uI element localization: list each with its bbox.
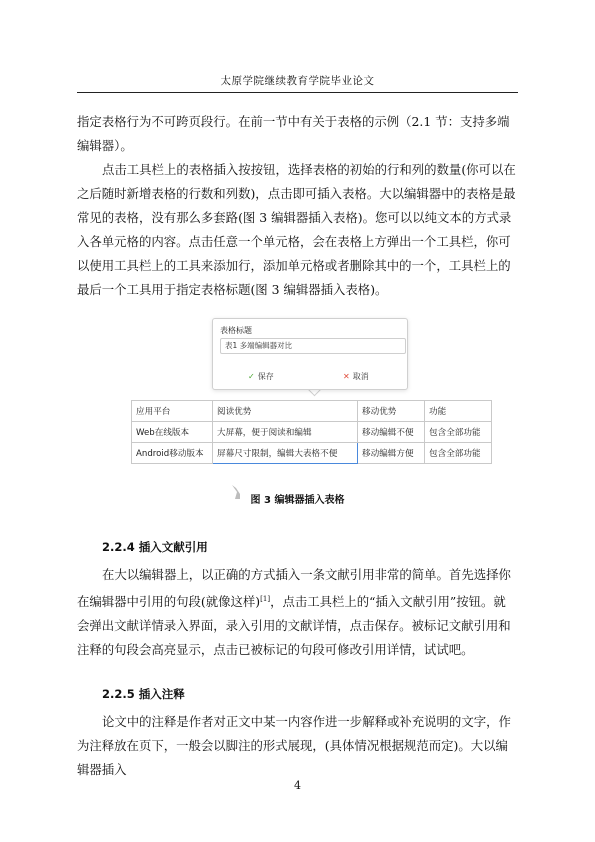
popup-label: 表格标题 [220, 326, 252, 335]
paragraph-insert-annotation: 论文中的注释是作者对正文中某一内容作进一步解释或补充说明的文字，作为注释放在页下，一般会以脚注的形式展现，(具体情况根据规范而定)。大以编辑器插入 [77, 714, 511, 777]
paragraph-insert-citation [77, 563, 518, 662]
check-icon: ✓ [248, 372, 255, 381]
paragraph-insert-table: 点击工具栏上的表格插入按按钮，选择表格的初始的行和列的数量(你可以在之后随时新增表格的行数和列数)，点击即可插入表格。大以编辑器中的表格是最常见的表格，没有那么多套路(图 3 编辑器插入表格)。您可以以纯文本的方式录入各单元格的内容。点击任意一个单元格，会在表格上方弹出一个工具栏，你可以使用工具栏上的工具来添加行，添加单元格或者删除其中的一个，工具栏上的最后一个工具用于指定表格标题(图 3 编辑器插入表格)。 [77, 162, 516, 297]
table-cell[interactable]: 大屏幕，便于阅读和编辑 [213, 422, 358, 443]
figure-caption: 图 3 编辑器插入表格 [250, 495, 345, 506]
comparison-table [131, 400, 492, 464]
table-cell[interactable]: 应用平台 [132, 401, 213, 422]
save-button[interactable] [248, 371, 274, 382]
paragraph-text: ，点击工具栏上的“插入文献引用”按钮。就会弹出文献详情录入界面，录入引用的文献详情，点击保存。被标记文献引用和注释的句段会高亮显示，点击已被标记的句段可修改引用详情，试试吧。 [77, 594, 511, 658]
cancel-label: 取消 [352, 372, 369, 381]
section-heading-annotation: 2.2.5 插入注释 [102, 687, 185, 701]
paragraph-table-cross-page: 指定表格行为不可跨页段行。在前一节中有关于表格的示例（2.1 节：支持多端编辑器）。 [77, 114, 510, 153]
table-cell[interactable]: 包含全部功能 [425, 443, 492, 464]
table-cell[interactable]: 移动编辑不便 [358, 422, 425, 443]
header-rule [77, 92, 518, 93]
cancel-button[interactable] [343, 371, 369, 382]
table-cell[interactable]: 移动优势 [358, 401, 425, 422]
table-cell[interactable]: 阅读优势 [213, 401, 358, 422]
section-heading-citation: 2.2.4 插入文献引用 [102, 540, 208, 554]
close-icon: ✕ [343, 372, 350, 381]
table-cell[interactable]: Android移动版本 [132, 443, 213, 464]
table-cell[interactable]: 包含全部功能 [425, 422, 492, 443]
running-header: 太原学院继续教育学院毕业论文 [220, 75, 375, 87]
table-row [132, 422, 492, 443]
selected-table-cell[interactable]: 屏幕尺寸限制，编辑大表格不便 [213, 443, 358, 464]
table-row [132, 401, 492, 422]
citation-superscript: [1] [260, 595, 271, 603]
table-cell[interactable]: 功能 [425, 401, 492, 422]
page-number: 4 [294, 779, 301, 792]
table-row [132, 443, 492, 464]
table-cell[interactable]: Web在线版本 [132, 422, 213, 443]
table-caption-popup [212, 318, 408, 390]
table-cell[interactable]: 移动编辑方便 [358, 443, 425, 464]
save-label: 保存 [257, 372, 274, 381]
paragraph-text: 在大以编辑器上，以正确的方式插入一条文献引用非常的简单。首先选择你在编辑器中引用的句段(就像这样) [77, 567, 511, 610]
table-caption-input[interactable]: 表1 多端编辑器对比 [220, 338, 406, 354]
